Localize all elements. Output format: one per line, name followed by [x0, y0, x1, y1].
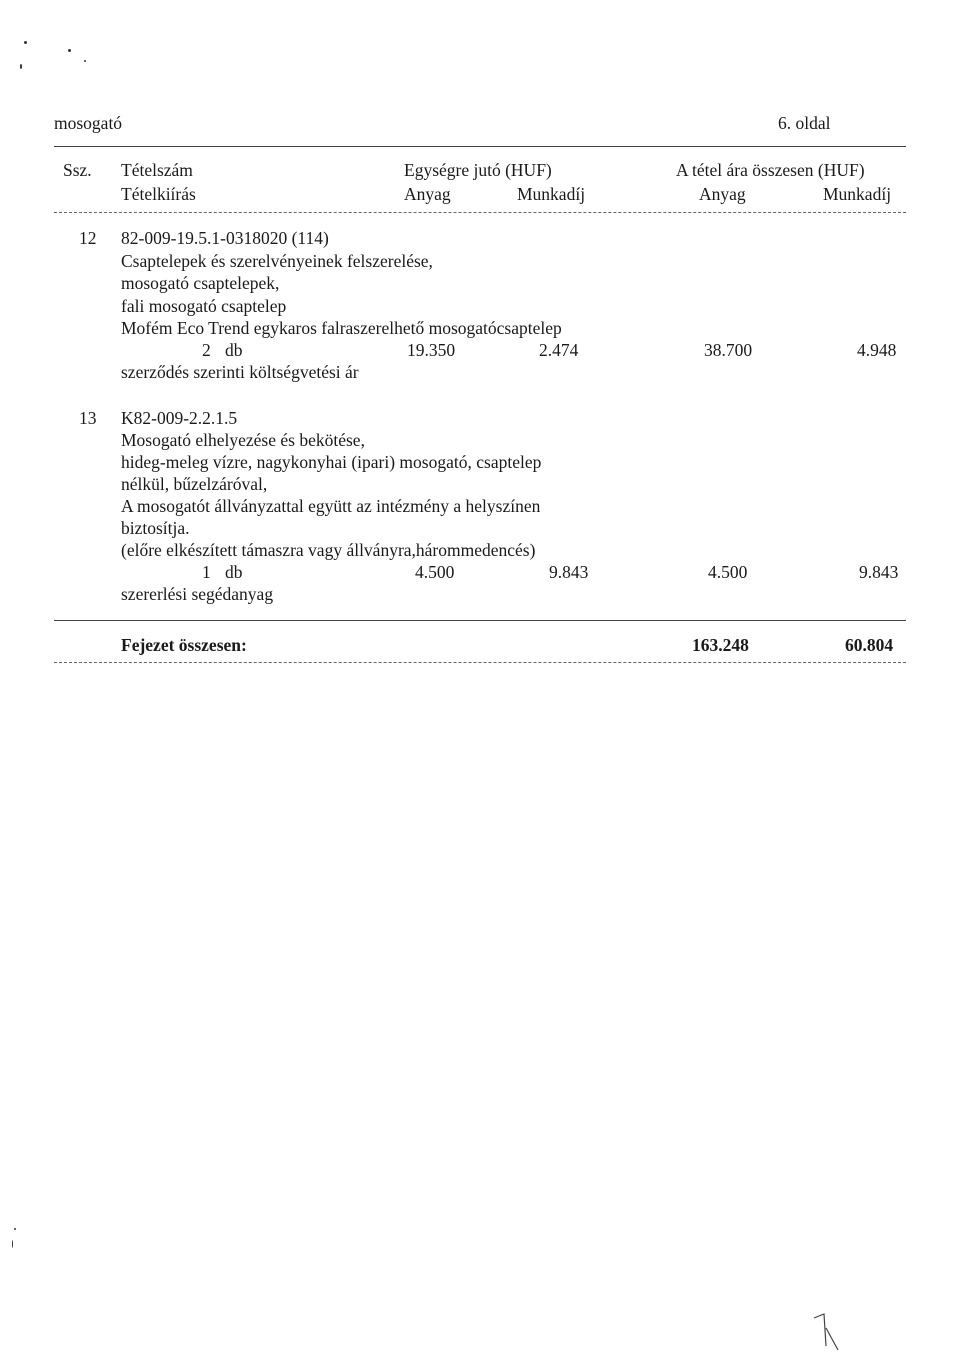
scan-speck: [20, 64, 22, 69]
pen-mark: [812, 1306, 842, 1354]
item-desc-line: Mofém Eco Trend egykaros falraszerelhető mosogatócsaptelep: [121, 318, 562, 338]
item-unit: db: [225, 340, 243, 360]
item-desc-line: A mosogatót állványzattal együtt az intézmény a helyszínen: [121, 496, 541, 516]
item-desc-line: Csaptelepek és szerelvényeinek felszerelése,: [121, 251, 433, 271]
scan-speck: [12, 1240, 13, 1248]
item-desc-line: Mosogató elhelyezése és bekötése,: [121, 430, 365, 450]
item-unit-munkadij: 2.474: [539, 340, 579, 360]
item-unit-munkadij: 9.843: [549, 562, 589, 582]
item-note: szerződés szerinti költségvetési ár: [121, 362, 359, 382]
chapter-total-anyag: 163.248: [692, 635, 749, 655]
chapter-total-label: Fejezet összesen:: [121, 635, 247, 655]
item-unit: db: [225, 562, 243, 582]
column-header-rule: [54, 212, 906, 213]
item-unit-anyag: 4.500: [415, 562, 455, 582]
document-title: mosogató: [54, 113, 123, 133]
col-tetelkiiras: Tételkiírás: [121, 184, 196, 204]
item-quantity: 2: [202, 340, 211, 360]
scan-speck: [84, 60, 86, 62]
scan-speck: [68, 49, 71, 52]
col-tetelszam: Tételszám: [121, 160, 193, 180]
item-total-anyag: 4.500: [708, 562, 748, 582]
item-desc-line: hideg-meleg vízre, nagykonyhai (ipari) mosogató, csaptelep: [121, 452, 542, 472]
item-unit-anyag: 19.350: [407, 340, 456, 360]
col-unit-munkadij: Munkadíj: [517, 184, 586, 204]
col-total-price: A tétel ára összesen (HUF): [676, 160, 865, 180]
summary-top-rule: [54, 620, 906, 621]
scan-speck: [14, 1228, 16, 1230]
item-total-munkadij: 9.843: [859, 562, 899, 582]
item-code: K82-009-2.2.1.5: [121, 408, 238, 428]
col-unit-price: Egységre jutó (HUF): [404, 160, 552, 180]
item-desc-line: (előre elkészített támaszra vagy állványra,hárommedencés): [121, 540, 536, 560]
item-desc-line: fali mosogató csaptelep: [121, 296, 287, 316]
item-quantity: 1: [202, 562, 211, 582]
summary-bottom-rule: [54, 662, 906, 663]
item-total-anyag: 38.700: [704, 340, 753, 360]
item-desc-line: nélkül, bűzelzáróval,: [121, 474, 268, 494]
item-ssz: 13: [79, 408, 97, 428]
item-note: szererlési segédanyag: [121, 584, 274, 604]
scan-speck: [24, 41, 27, 44]
item-ssz: 12: [79, 228, 97, 248]
col-total-munkadij: Munkadíj: [823, 184, 892, 204]
col-total-anyag: Anyag: [699, 184, 746, 204]
item-total-munkadij: 4.948: [857, 340, 897, 360]
header-rule: [54, 146, 906, 147]
item-code: 82-009-19.5.1-0318020 (114): [121, 228, 329, 248]
item-desc-line: biztosítja.: [121, 518, 190, 538]
col-unit-anyag: Anyag: [404, 184, 451, 204]
chapter-total-munkadij: 60.804: [845, 635, 894, 655]
col-ssz: Ssz.: [63, 160, 92, 180]
page-number: 6. oldal: [778, 113, 831, 133]
item-desc-line: mosogató csaptelepek,: [121, 273, 280, 293]
